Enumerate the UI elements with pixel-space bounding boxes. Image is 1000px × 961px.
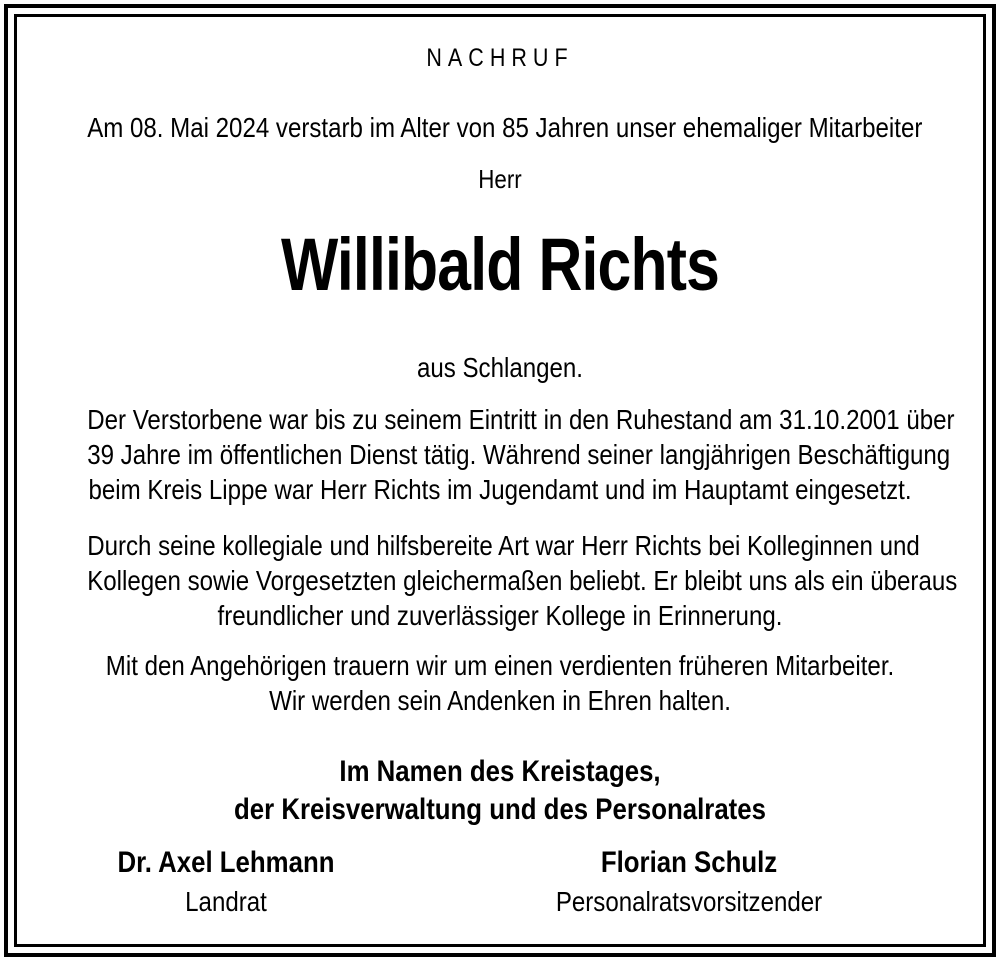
signatory-name-right: Florian Schulz	[600, 846, 778, 879]
paragraph-character	[87, 528, 958, 633]
paragraph-line: 39 Jahre im öffentlichen Dienst tätig. Während seiner langjährigen Beschäftigung	[87, 439, 951, 470]
deceased-origin: aus Schlangen.	[416, 352, 584, 383]
paragraph-career	[87, 402, 955, 507]
paragraph-line: beim Kreis Lippe war Herr Richts im Jugendamt und im Hauptamt eingesetzt.	[88, 474, 912, 505]
signatory-role-right: Personalratsvorsitzender	[555, 886, 823, 917]
deceased-name: Willibald Richts	[280, 223, 720, 306]
paragraph-line: Mit den Angehörigen trauern wir um einen verdienten früheren Mitarbeiter.	[105, 650, 895, 681]
paragraph-mourning	[87, 648, 913, 718]
notice-kicker: NACHRUF	[426, 44, 574, 72]
paragraph-line: Der Verstorbene war bis zu seinem Eintritt in den Ruhestand am 31.10.2001 über	[87, 404, 955, 435]
signatory-name-left: Dr. Axel Lehmann	[117, 846, 335, 879]
closing-statement	[87, 753, 913, 829]
paragraph-line: freundlicher und zuverlässiger Kollege in Erinnerung.	[217, 600, 783, 631]
signatory-role-left: Landrat	[185, 886, 267, 917]
notice-salutation: Herr	[478, 164, 522, 194]
paragraph-line: Durch seine kollegiale und hilfsbereite Art war Herr Richts bei Kolleginnen und	[87, 530, 920, 561]
paragraph-line: Wir werden sein Andenken in Ehren halten.	[269, 685, 731, 716]
notice-intro: Am 08. Mai 2024 verstarb im Alter von 85 Jahren unser ehemaliger Mitarbeiter	[87, 112, 923, 143]
paragraph-line: Kollegen sowie Vorgesetzten gleichermaßen beliebt. Er bleibt uns als ein überaus	[87, 565, 958, 596]
closing-line: Im Namen des Kreistages,	[339, 755, 661, 788]
closing-line: der Kreisverwaltung und des Personalrates	[234, 793, 766, 826]
